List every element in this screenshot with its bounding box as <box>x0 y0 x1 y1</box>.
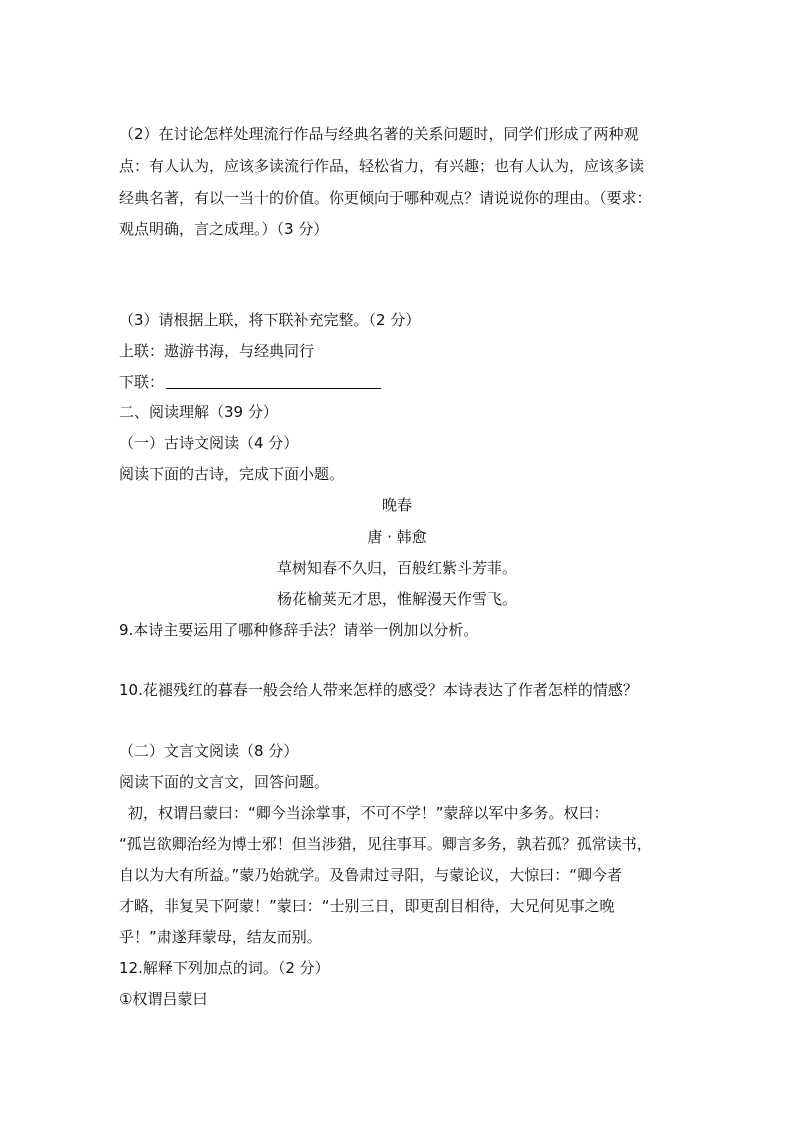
poem-title: 晚春 <box>381 496 412 514</box>
question-9: 9.本诗主要运用了哪种修辞手法？请举一例加以分析。 <box>119 621 479 639</box>
poem-line-1: 草树知春不久归，百般红紫斗芳菲。 <box>276 559 517 577</box>
question-10: 10.花褪残红的暮春一般会给人带来怎样的感受？本诗表达了作者怎样的情感？ <box>119 681 638 699</box>
passage-line-1: 初，权谓吕蒙曰：“卿今当涂掌事，不可不学！”蒙辞以军中多务。权曰： <box>128 804 609 822</box>
question-12: 12.解释下列加点的词。（2 分） <box>119 959 330 977</box>
q3-lower-couplet <box>119 372 381 392</box>
q3-lower-label: 下联： <box>119 373 165 391</box>
q2-line-4: 观点明确，言之成理。）（3 分） <box>119 220 329 238</box>
question-12-item-1: ①权谓吕蒙曰 <box>119 990 208 1008</box>
poem-line-2: 杨花榆荚无才思，惟解漫天作雪飞。 <box>276 590 517 608</box>
passage-line-5: 乎！”肃遂拜蒙母，结友而别。 <box>119 928 322 946</box>
part2-instruction: 阅读下面的文言文，回答问题。 <box>119 773 330 791</box>
answer-blank <box>166 373 381 389</box>
part1-instruction: 阅读下面的古诗，完成下面小题。 <box>119 465 345 483</box>
q2-line-1: （2）在讨论怎样处理流行作品与经典名著的关系问题时，同学们形成了两种观 <box>119 125 639 143</box>
passage-line-4: 才略，非复吴下阿蒙！”蒙曰：“士别三日，即更刮目相待，大兄何见事之晚 <box>119 897 615 915</box>
passage-line-2: “孤岂欲卿治经为博士邪！但当涉猎，见往事耳。卿言多务，孰若孤？孤常读书， <box>119 835 652 853</box>
q2-line-3: 经典名著，有以一当十的价值。你更倾向于哪种观点？请说说你的理由。（要求： <box>119 189 652 207</box>
q2-line-2: 点：有人认为，应该多读流行作品，轻松省力，有兴趣；也有人认为，应该多读 <box>119 157 645 175</box>
q3-upper-couplet: 上联：遨游书海，与经典同行 <box>119 342 315 360</box>
q3-prompt: （3）请根据上联，将下联补充完整。（2 分） <box>119 311 421 329</box>
part2-title: （二）文言文阅读（8 分） <box>119 742 299 760</box>
passage-line-3: 自以为大有所益。”蒙乃始就学。及鲁肃过寻阳，与蒙论议，大惊曰：“卿今者 <box>119 866 623 884</box>
section-title: 二、阅读理解（39 分） <box>119 403 278 421</box>
poem-author: 唐 · 韩愈 <box>367 528 427 546</box>
part1-title: （一）古诗文阅读（4 分） <box>119 434 299 452</box>
